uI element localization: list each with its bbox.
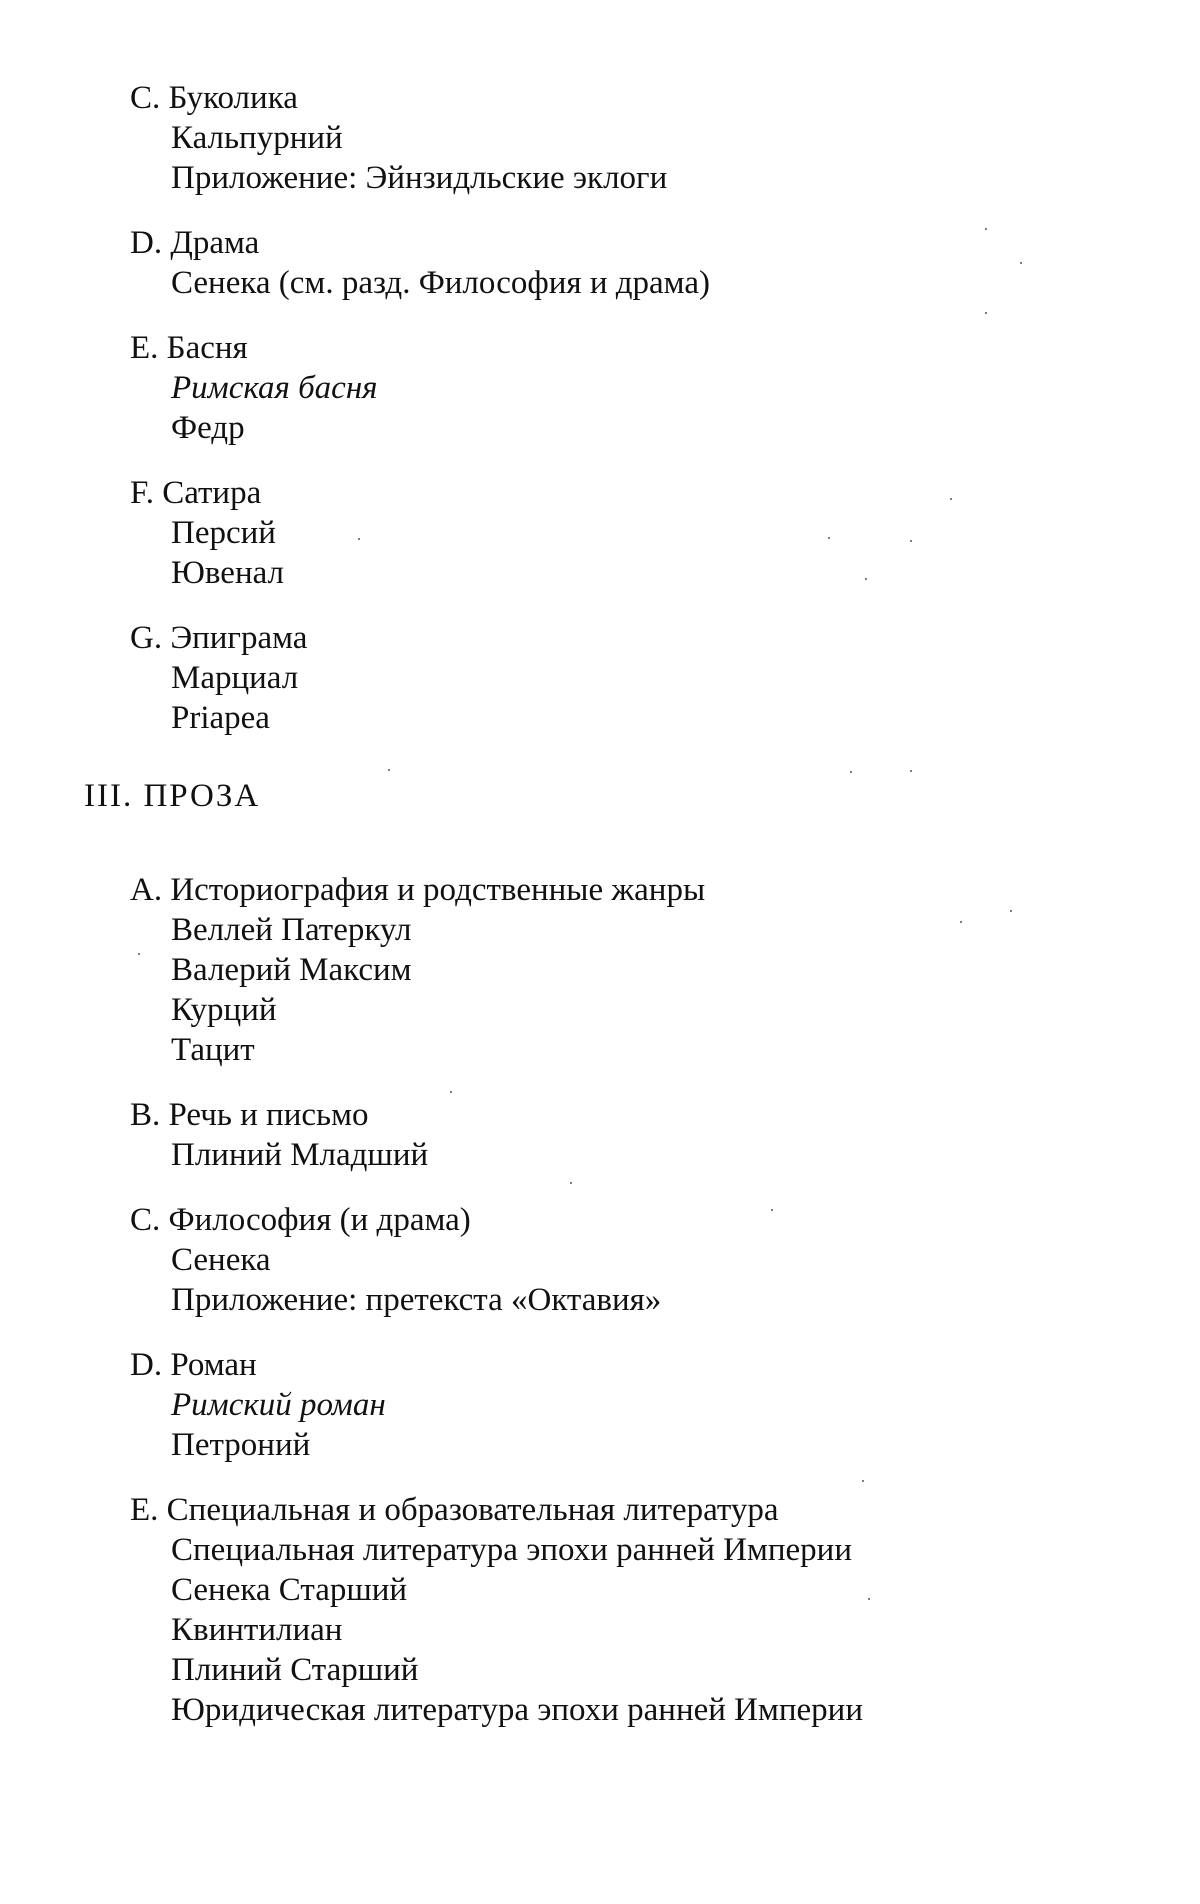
scan-speck [388, 769, 390, 771]
toc-entry: Сенека [171, 1242, 271, 1278]
toc-entry: Курций [171, 992, 277, 1028]
toc-entry: Валерий Максим [171, 952, 412, 988]
toc-entry: Кальпурний [171, 120, 343, 156]
toc-entry: Приложение: Эйнзидльские эклоги [171, 160, 668, 196]
toc-entry: Юридическая литература эпохи ранней Империи [171, 1692, 864, 1728]
section-heading: D. Драма [130, 225, 260, 261]
scan-speck [910, 770, 912, 772]
section-heading: B. Речь и письмо [130, 1097, 369, 1133]
toc-entry: Марциал [171, 660, 299, 696]
toc-sections-prose [0, 870, 1200, 1730]
scan-speck [1010, 910, 1012, 912]
scan-speck [1020, 262, 1022, 264]
toc-page [0, 78, 1200, 1755]
toc-section [0, 78, 1200, 198]
toc-entry: Плиний Младший [171, 1137, 429, 1173]
scan-speck [910, 540, 912, 542]
toc-entry: Петроний [171, 1427, 311, 1463]
scan-speck [850, 771, 852, 773]
section-heading: D. Роман [130, 1347, 257, 1383]
scan-speck [862, 1480, 864, 1482]
toc-section [0, 618, 1200, 738]
scan-speck [450, 1091, 452, 1093]
toc-sections-poetry [0, 78, 1200, 738]
toc-section [0, 473, 1200, 593]
scan-speck [868, 1598, 870, 1600]
toc-entry: Тацит [171, 1032, 255, 1068]
toc-entry: Сенека (см. разд. Философия и драма) [171, 265, 710, 301]
toc-entry: Федр [171, 410, 245, 446]
toc-entry: Ювенал [171, 555, 285, 591]
section-heading: A. Историография и родственные жанры [130, 872, 706, 908]
toc-section [0, 1490, 1200, 1730]
section-heading: C. Философия (и драма) [130, 1202, 471, 1238]
scan-speck [960, 921, 962, 923]
toc-entry: Веллей Патеркул [171, 912, 412, 948]
toc-entry: Римская басня [171, 370, 378, 406]
section-heading: E. Специальная и образовательная литература [130, 1492, 779, 1528]
scan-speck [950, 498, 952, 500]
toc-entry: Персий [171, 515, 276, 551]
scan-speck [771, 1209, 773, 1211]
toc-section [0, 1095, 1200, 1175]
section-heading: C. Буколика [130, 80, 298, 116]
toc-entry: Сенека Старший [171, 1572, 408, 1608]
toc-entry: Приложение: претекста «Октавия» [171, 1282, 662, 1318]
section-heading: G. Эпиграма [130, 620, 308, 656]
scan-speck [138, 953, 140, 955]
toc-entry: Специальная литература эпохи ранней Империи [171, 1532, 852, 1568]
scan-speck [985, 228, 987, 230]
toc-section [0, 1345, 1200, 1465]
scan-speck [828, 537, 830, 539]
scan-speck [570, 1182, 572, 1184]
section-heading: F. Сатира [130, 475, 262, 511]
toc-section [0, 870, 1200, 1070]
toc-entry: Римский роман [171, 1387, 386, 1423]
toc-entry: Priapea [171, 700, 270, 736]
scan-speck [358, 538, 360, 540]
toc-section [0, 1200, 1200, 1320]
toc-entry: Квинтилиан [171, 1612, 343, 1648]
scan-speck [865, 578, 867, 580]
scan-speck [985, 312, 987, 314]
part-title: III. ПРОЗА [84, 778, 261, 814]
section-heading: E. Басня [130, 330, 248, 366]
toc-entry: Плиний Старший [171, 1652, 419, 1688]
toc-section [0, 328, 1200, 448]
